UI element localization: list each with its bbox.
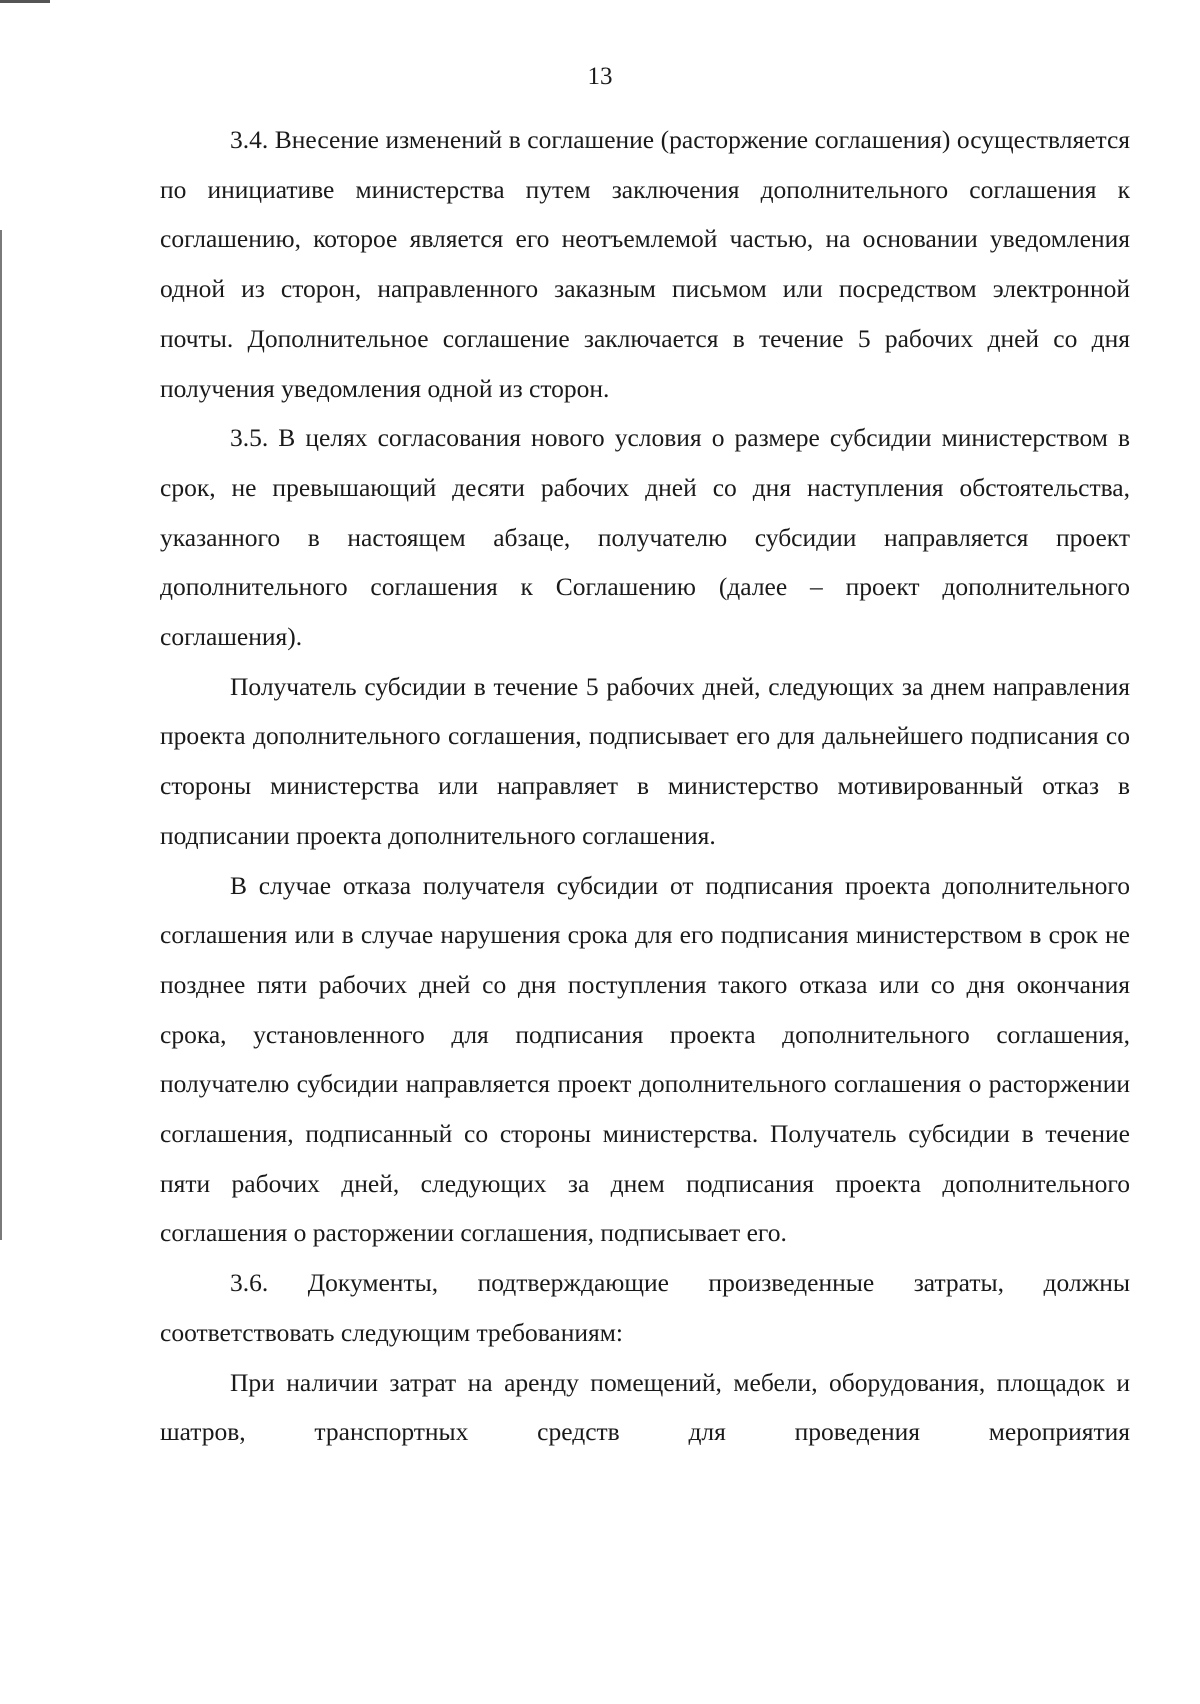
paragraph-recipient-signing: Получатель субсидии в течение 5 рабочих дней, следующих за днем направления проекта дополнительного соглашения, подписывает его для дальнейшего подписания со стороны министерства или направляет в министерство мотивированный отказ в подписании проекта дополнительного соглашения. <box>160 671 1130 850</box>
page-number: 13 <box>587 63 613 90</box>
scan-edge-line <box>0 230 2 1240</box>
document-body <box>160 115 1130 1457</box>
paragraph-3-4: 3.4. Внесение изменений в соглашение (расторжение соглашения) осуществляется по инициативе министерства путем заключения дополнительного соглашения к соглашению, которое является его неотъемлемой частью, на основании уведомления одной из сторон, направленного заказным письмом или посредством электронной почты. Дополнительное соглашение заключается в течение 5 рабочих дней со дня получения уведомления одной из сторон. <box>160 125 1130 403</box>
paragraph-3-6: 3.6. Документы, подтверждающие произведенные затраты, должны соответствовать следующим требованиям: <box>160 1268 1130 1347</box>
paragraph-3-5: 3.5. В целях согласования нового условия о размере субсидии министерством в срок, не превышающий десяти рабочих дней со дня наступления обстоятельства, указанного в настоящем абзаце, получателю субсидии направляется проект дополнительного соглашения к Соглашению (далее – проект дополнительного соглашения). <box>160 423 1130 652</box>
scan-edge-mark <box>0 0 50 3</box>
paragraph-refusal-case: В случае отказа получателя субсидии от подписания проекта дополнительного соглашения или в случае нарушения срока для его подписания министерством в срок не позднее пяти рабочих дней со дня поступления такого отказа или со дня окончания срока, установленного для подписания проекта дополнительного соглашения, получателю субсидии направляется проект дополнительного соглашения о расторжении соглашения, подписанный со стороны министерства. Получатель субсидии в течение пяти рабочих дней, следующих за днем подписания проекта дополнительного соглашения о расторжении соглашения, подписывает его. <box>160 870 1130 1248</box>
paragraph-rental-costs: При наличии затрат на аренду помещений, мебели, оборудования, площадок и шатров, транспортных средств для проведения мероприятия <box>160 1367 1130 1447</box>
